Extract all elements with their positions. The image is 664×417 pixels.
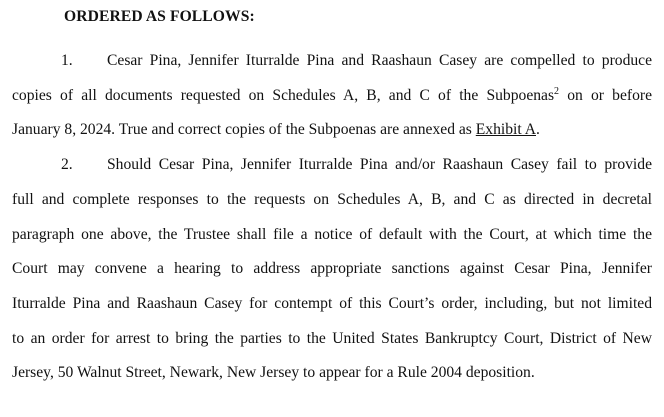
paragraph-2-line-7: Jersey, 50 Walnut Street, Newark, New Jersey to appear for a Rule 2004 deposition. (12, 364, 535, 381)
paragraph-2-line-1: Should Cesar Pina, Jennifer Iturralde Pina and/or Raashaun Casey fail to provide (107, 156, 652, 173)
paragraph-1-line-3-text: January 8, 2024. True and correct copies of the Subpoenas are annexed as (12, 121, 476, 138)
paragraph-2-line-2: full and complete responses to the requests on Schedules A, B, and C as directed in decretal (12, 191, 652, 208)
paragraph-1-line-3 (12, 120, 652, 140)
section-heading: ORDERED AS FOLLOWS: (64, 8, 255, 25)
paragraph-1-number: 1. (61, 52, 73, 69)
paragraph-2-line-3: paragraph one above, the Trustee shall file a notice of default with the Court, at which time the (12, 226, 652, 243)
paragraph-1-line-3-end: . (536, 121, 540, 138)
paragraph-2-line-4: Court may convene a hearing to address appropriate sanctions against Cesar Pina, Jennifer (12, 260, 652, 277)
paragraph-1-line-2-text: copies of all documents requested on Schedules A, B, and C of the Subpoenas (12, 87, 555, 104)
paragraph-2-line-5: Iturralde Pina and Raashaun Casey for contempt of this Court’s order, including, but not limited (12, 295, 652, 312)
footnote-reference[interactable]: 2 (554, 86, 560, 97)
paragraph-2-line-6: to an order for arrest to bring the parties to the United States Bankruptcy Court, District of New (12, 330, 652, 347)
paragraph-2-number: 2. (61, 156, 73, 173)
paragraph-1-line-2 (12, 86, 652, 106)
paragraph-1-line-2-tail: on or before (567, 87, 652, 104)
paragraph-1-line-1: Cesar Pina, Jennifer Iturralde Pina and Raashaun Casey are compelled to produce (107, 52, 652, 69)
exhibit-a-link[interactable]: Exhibit A (475, 121, 536, 138)
